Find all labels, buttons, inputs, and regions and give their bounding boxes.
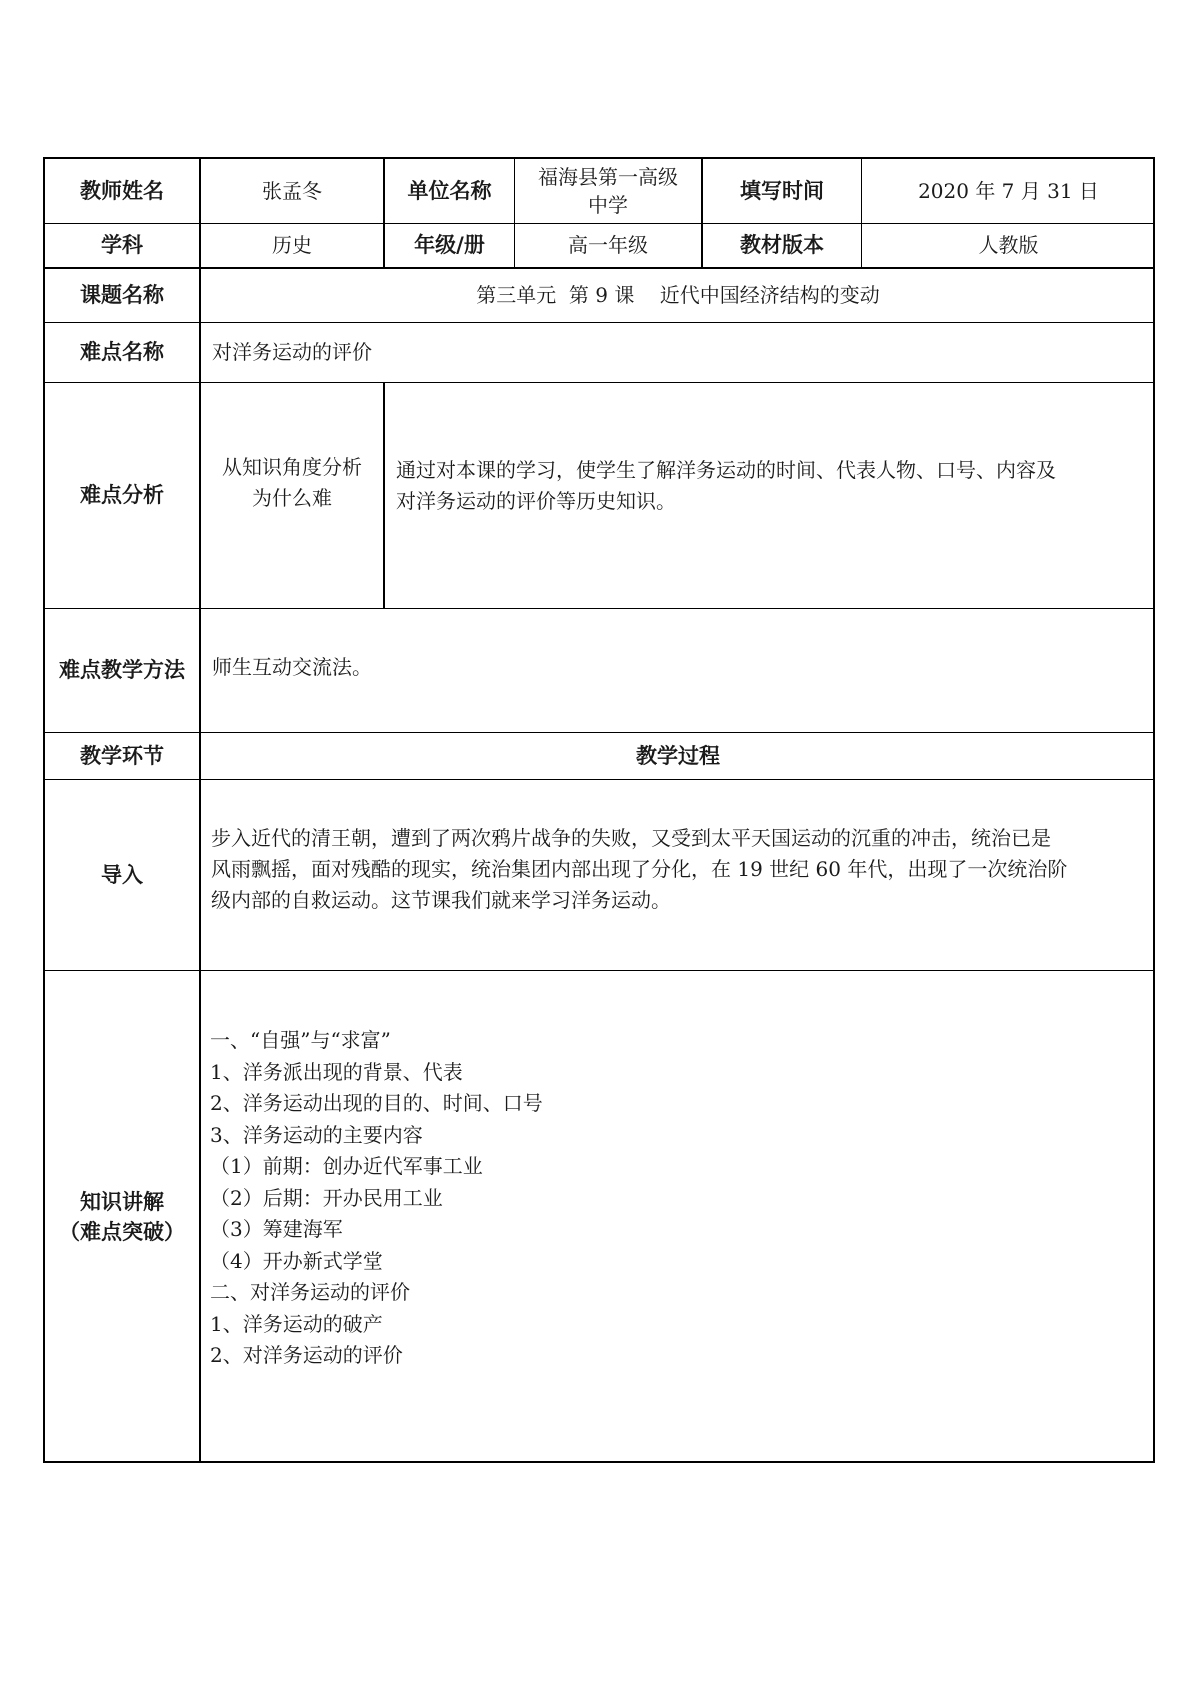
grade-label: 年级/册: [414, 232, 485, 257]
intro-text-line: 步入近代的清王朝，遭到了两次鸦片战争的失败，又受到太平天国运动的沉重的冲击，统治已是: [211, 826, 1051, 850]
analysis-sub-label-line: 为什么难: [252, 486, 332, 510]
method-value: 师生互动交流法。: [212, 655, 372, 679]
analysis-text-line: 通过对本课的学习，使学生了解洋务运动的时间、代表人物、口号、内容及: [396, 458, 1056, 482]
outline-item: （3）筹建海军: [210, 1217, 343, 1241]
intro-text-line: 级内部的自救运动。这节课我们就来学习洋务运动。: [211, 888, 671, 912]
lesson-plan-table: [43, 157, 1155, 1463]
grade-value: 高一年级: [568, 232, 648, 257]
knowledge-label: [45, 971, 199, 1463]
difficulty-label: 难点名称: [80, 340, 164, 364]
method-label: 难点教学方法: [59, 658, 185, 682]
outline-item: 2、对洋务运动的评价: [210, 1343, 403, 1367]
unit-label: 单位名称: [407, 178, 492, 203]
knowledge-label-line: （难点突破）: [59, 1220, 185, 1244]
edition-label: 教材版本: [740, 232, 824, 257]
column-divider: [383, 382, 385, 608]
intro-text-line: 风雨飘摇，面对残酷的现实，统治集团内部出现了分化，在 19 世纪 60 年代，出现了一次统治阶: [211, 857, 1068, 881]
process-header: 教学过程: [636, 743, 720, 768]
row-divider: [45, 970, 1153, 971]
analysis-text: [396, 455, 1146, 525]
analysis-sub-label-line: 从知识角度分析: [222, 455, 362, 479]
intro-label: 导入: [101, 862, 143, 887]
difficulty-value: 对洋务运动的评价: [212, 340, 372, 364]
outline-item: （1）前期：创办近代军事工业: [210, 1154, 483, 1178]
outline-item: 二、对洋务运动的评价: [210, 1280, 410, 1304]
outline-item: 2、洋务运动出现的目的、时间、口号: [210, 1091, 543, 1115]
outline-item: 1、洋务派出现的背景、代表: [210, 1059, 463, 1084]
row-divider: [45, 779, 1153, 780]
unit-value-line: 中学: [588, 193, 628, 217]
topic-value: 第三单元 第 9 课 近代中国经济结构的变动: [476, 283, 880, 307]
analysis-label: 难点分析: [80, 483, 164, 507]
subject-label: 学科: [101, 232, 143, 257]
unit-value-line: 福海县第一高级: [538, 165, 678, 189]
teacher-name-label: 教师姓名: [80, 178, 164, 203]
outline-item: 一、“自强”与“求富”: [210, 1028, 391, 1052]
intro-text: [211, 823, 1151, 923]
analysis-sub-label: [201, 383, 383, 583]
outline-item: （2）后期：开办民用工业: [210, 1185, 443, 1210]
analysis-text-line: 对洋务运动的评价等历史知识。: [396, 489, 676, 513]
fill-date-label: 填写时间: [740, 178, 824, 203]
knowledge-label-line: 知识讲解: [80, 1190, 164, 1214]
outline-item: （4）开办新式学堂: [210, 1248, 383, 1273]
edition-value: 人教版: [978, 232, 1039, 257]
outline-item: 1、洋务运动的破产: [210, 1311, 383, 1336]
outline-item: 3、洋务运动的主要内容: [210, 1122, 423, 1147]
topic-label: 课题名称: [80, 283, 164, 307]
subject-value: 历史: [272, 232, 312, 257]
row-divider: [45, 608, 1153, 609]
stage-header: 教学环节: [80, 743, 164, 768]
teacher-name-value: 张孟冬: [262, 178, 322, 203]
unit-value: [515, 159, 701, 223]
fill-date-value: 2020 年 7 月 31 日: [918, 178, 1099, 203]
knowledge-outline: [210, 1025, 1110, 1385]
